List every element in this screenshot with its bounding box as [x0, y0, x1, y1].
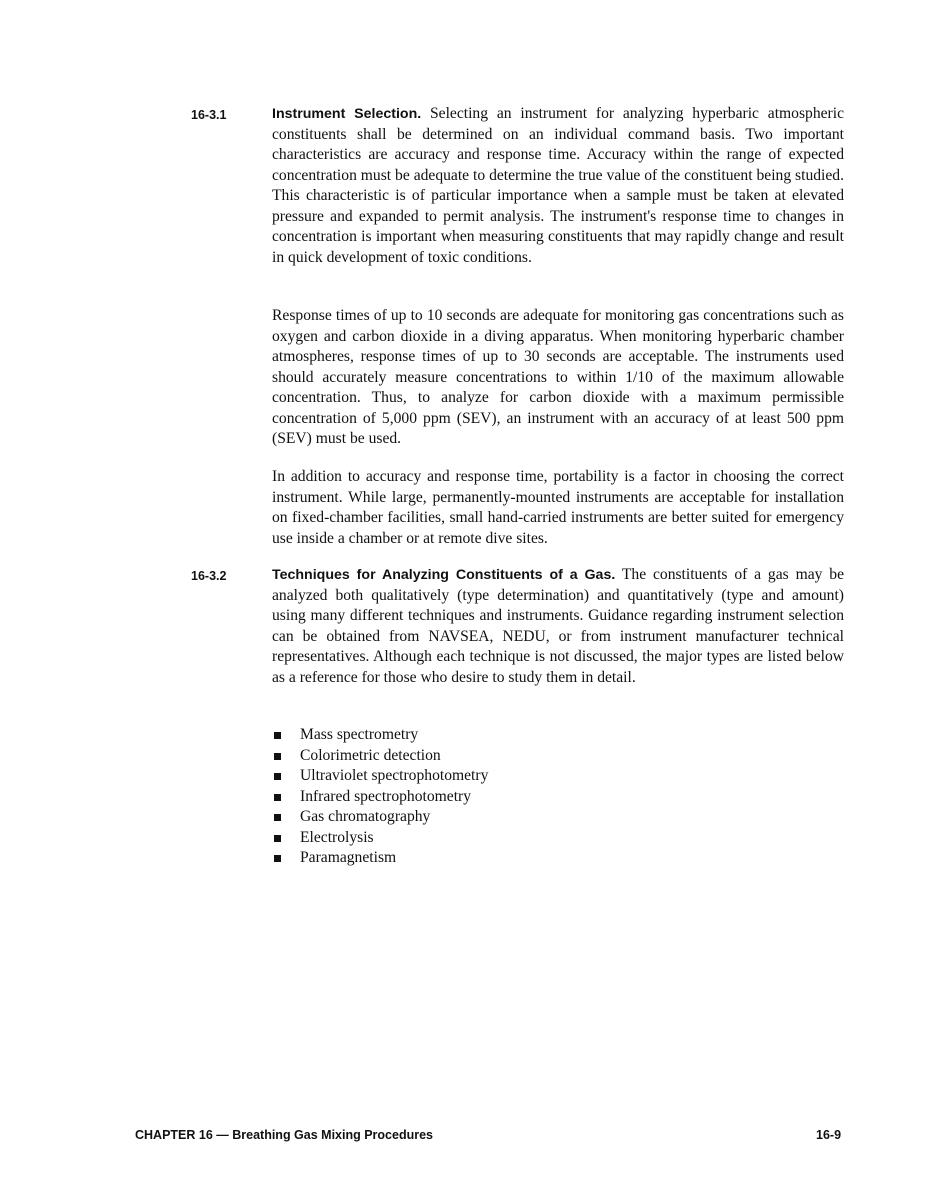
- paragraph-text: Selecting an instrument for analyzing hyperbaric atmospheric constituents shall be determined on an individual command basis. Two important characteristics are accuracy and response time. Accuracy within the range of expected concentration must be adequate to determine the true value of the constituent being studied. This characteristic is of particular importance when a sample must be taken at elevated pressure and expanded to permit analysis. The instrument's response time to changes in concentration is important when measuring constituents that may rapidly change and result in quick development of toxic conditions.: [272, 105, 844, 266]
- square-bullet-icon: [274, 855, 281, 862]
- section-heading: Techniques for Analyzing Constituents of a Gas.: [272, 567, 616, 583]
- section-number-16-3-2: 16-3.2: [191, 569, 227, 583]
- paragraph-text: In addition to accuracy and response time, portability is a factor in choosing the correct instrument. While large, permanently-mounted instruments are acceptable for installation on fixed-chamber facilities, small hand-carried instruments are better suited for emergency use inside a chamber or at remote dive sites.: [272, 468, 844, 547]
- list-item: Ultraviolet spectrophotometry: [272, 766, 488, 787]
- section-heading: Instrument Selection.: [272, 106, 422, 122]
- section-16-3-1-para-2: [272, 306, 844, 450]
- list-item: Gas chromatography: [272, 807, 488, 828]
- list-item: Paramagnetism: [272, 848, 488, 869]
- square-bullet-icon: [274, 753, 281, 760]
- square-bullet-icon: [274, 814, 281, 821]
- technique-list: [272, 725, 488, 869]
- footer-chapter-title: CHAPTER 16 — Breathing Gas Mixing Procedures: [135, 1128, 433, 1142]
- list-item: Colorimetric detection: [272, 746, 488, 767]
- paragraph-text: The constituents of a gas may be analyzed both qualitatively (type determination) and quantitatively (type and amount) using many different techniques and instruments. Guidance regarding instrument selection can be obtained from NAVSEA, NEDU, or from instrument manufacturer technical representatives. Although each technique is not discussed, the major types are listed below as a reference for those who desire to study them in detail.: [272, 566, 844, 686]
- square-bullet-icon: [274, 794, 281, 801]
- paragraph-text: Response times of up to 10 seconds are adequate for monitoring gas concentrations such as oxygen and carbon dioxide in a diving apparatus. When monitoring hyperbaric chamber atmospheres, response times of up to 30 seconds are acceptable. The instruments used should accurately measure concentrations to within 1/10 of the maximum allowable concentration. Thus, to analyze for carbon dioxide with a maximum permissible concentration of 5,000 ppm (SEV), an instrument with an accuracy of at least 500 ppm (SEV) must be used.: [272, 307, 844, 447]
- section-number-16-3-1: 16-3.1: [191, 108, 227, 122]
- footer-page-number: 16-9: [816, 1128, 842, 1142]
- square-bullet-icon: [274, 773, 281, 780]
- section-16-3-1-para-1: [272, 104, 844, 268]
- list-item: Mass spectrometry: [272, 725, 488, 746]
- square-bullet-icon: [274, 835, 281, 842]
- section-16-3-2-para-1: [272, 565, 844, 688]
- list-item: Electrolysis: [272, 828, 488, 849]
- square-bullet-icon: [274, 732, 281, 739]
- list-item: Infrared spectrophotometry: [272, 787, 488, 808]
- section-16-3-1-para-3: [272, 467, 844, 549]
